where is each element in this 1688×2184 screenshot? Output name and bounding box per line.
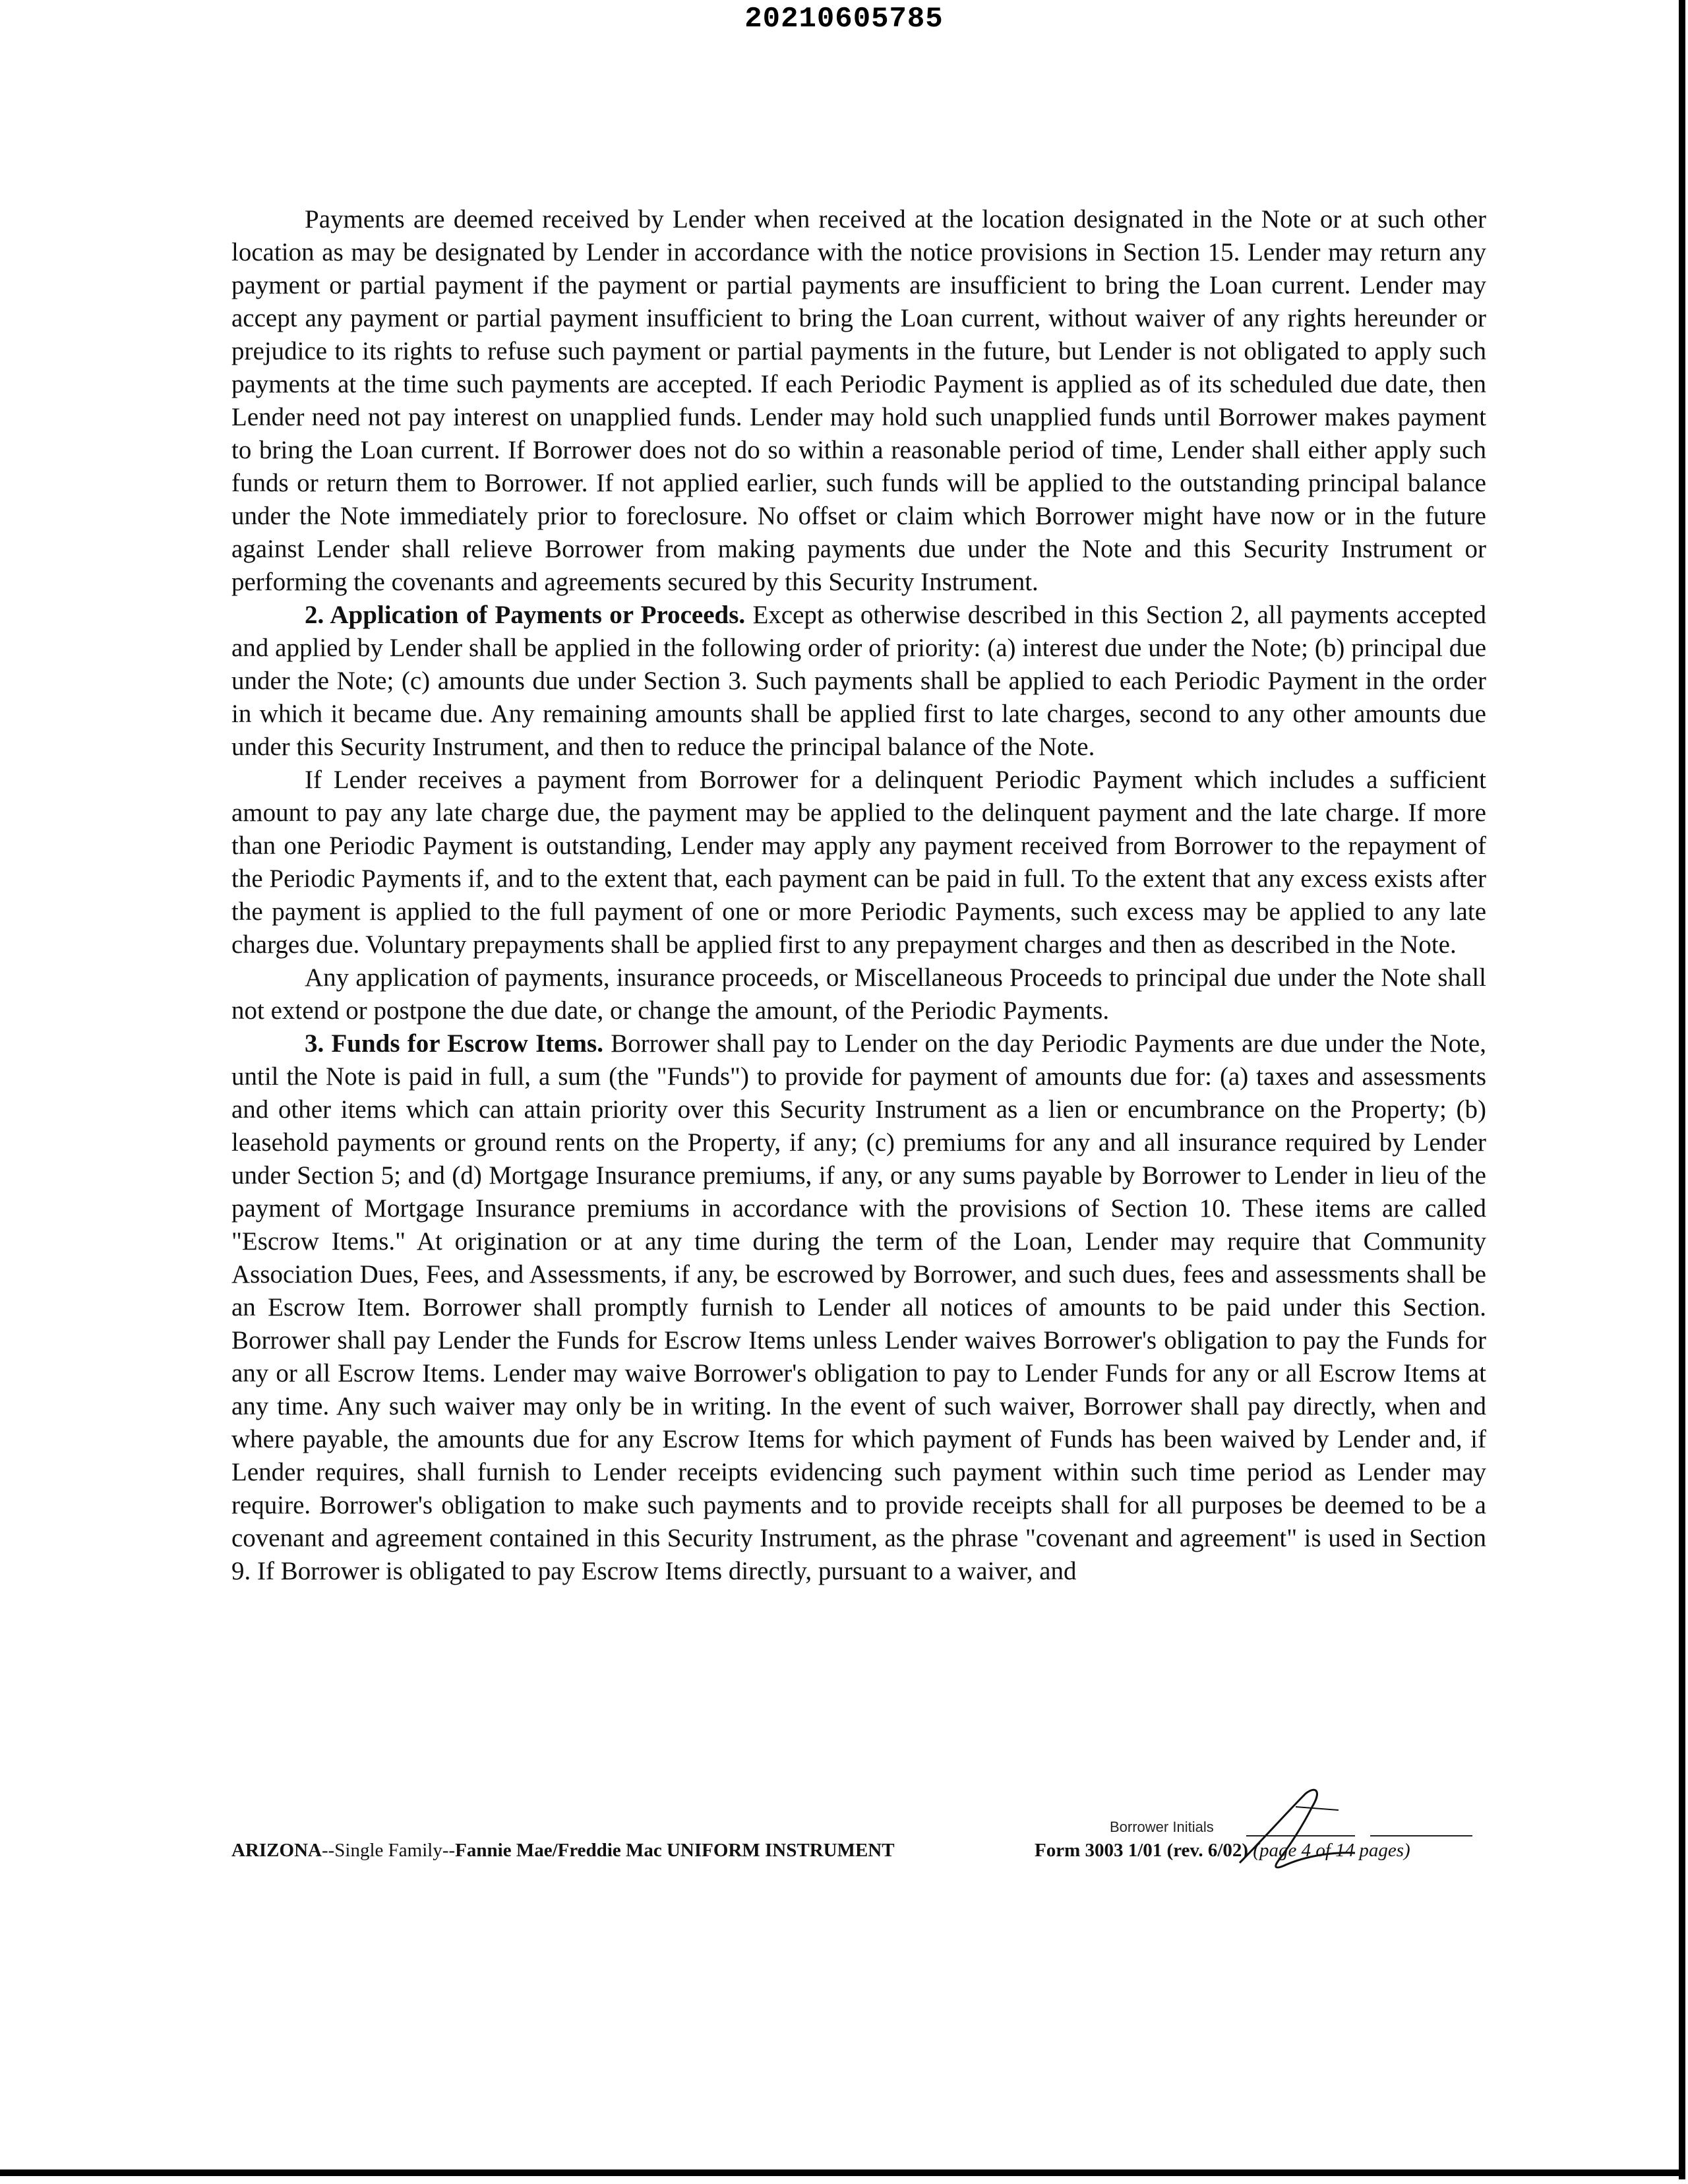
footer-uniform-instrument: Fannie Mae/Freddie Mac UNIFORM INSTRUMENT [455,1840,895,1861]
footer-state: ARIZONA [231,1840,322,1861]
paragraph-payments-received [231,203,1486,599]
document-number: 20210605785 [744,3,944,36]
page-border-bottom [0,2169,1685,2176]
section-heading: 2. Application of Payments or Proceeds. [305,601,746,629]
paragraph-text: Borrower shall pay to Lender on the day Periodic Payments are due under the Note, until the Note is paid in full, a sum (the "Funds") to provide for payment of amounts due for: (a) taxes and assessments and other items which can attain priority over this Security Instrument as a lien or encumbrance on the Property; (b) leasehold payments or ground rents on the Property, if any; (c) premiums for any and all insurance required by Lender under Section 5; and (d) Mortgage Insurance premiums, if any, or any sums payable by Borrower to Lender in lieu of the payment of Mortgage Insurance premiums in accordance with the provisions of Section 10. These items are called "Escrow Items." At origination or at any time during the term of the Loan, Lender may require that Community Association Dues, Fees, and Assessments, if any, be escrowed by Borrower, and such dues, fees and assessments shall be an Escrow Item. Borrower shall promptly furnish to Lender all notices of amounts to be paid under this Section. Borrower shall pay Lender the Funds for Escrow Items unless Lender waives Borrower's obligation to pay the Funds for any or all Escrow Items. Lender may waive Borrower's obligation to pay to Lender Funds for any or all Escrow Items at any time. Any such waiver may only be in writing. In the event of such waiver, Borrower shall pay directly, when and where payable, the amounts due for any Escrow Items for which payment of Funds has been waived by Lender and, if Lender requires, shall furnish to Lender receipts evidencing such payment within such time period as Lender may require. Borrower's obligation to make such payments and to provide receipts shall for all purposes be deemed to be a covenant and agreement contained in this Security Instrument, as the phrase "covenant and agreement" is used in Section 9. If Borrower is obligated to pay Escrow Items directly, pursuant to a waiver, and [231,1029,1486,1585]
page-border-right [1679,0,1685,2179]
footer-separator: -- [442,1840,456,1861]
paragraph-text: Payments are deemed received by Lender when received at the location designated in the Note or at such other location as may be designated by Lender in accordance with the notice provisions in Section 15. Lender may return any payment or partial payment if the payment or partial payments are insufficient to bring the Loan current. Lender may accept any payment or partial payment insufficient to bring the Loan current, without waiver of any rights hereunder or prejudice to its rights to refuse such payment or partial payments in the future, but Lender is not obligated to apply such payments at the time such payments are accepted. If each Periodic Payment is applied as of its scheduled due date, then Lender need not pay interest on unapplied funds. Lender may hold such unapplied funds until Borrower makes payment to bring the Loan current. If Borrower does not do so within a reasonable period of time, Lender shall either apply such funds or return them to Borrower. If not applied earlier, such funds will be applied to the outstanding principal balance under the Note immediately prior to foreclosure. No offset or claim which Borrower might have now or in the future against Lender shall relieve Borrower from making payments due under the Note and this Security Instrument or performing the covenants and agreements secured by this Security Instrument. [231,205,1486,596]
paragraph-application-of-payments [231,961,1486,1027]
borrower-initials-label: Borrower Initials [1110,1819,1214,1835]
paragraph-section-3 [231,1027,1486,1588]
document-body [231,203,1486,1588]
footer-page-number: (page 4 of 14 pages) [1253,1840,1410,1861]
paragraph-delinquent-payment [231,764,1486,961]
footer-form [1035,1840,1410,1862]
signature-initials [1233,1780,1358,1879]
paragraph-text: Any application of payments, insurance proceeds, or Miscellaneous Proceeds to principal due under the Note shall not extend or postpone the due date, or change the amount, of the Periodic Payments. [231,963,1486,1025]
footer-separator: -- [321,1840,335,1861]
section-heading: 3. Funds for Escrow Items. [305,1029,603,1058]
footer-family: Single Family [334,1840,442,1861]
paragraph-text: If Lender receives a payment from Borrower for a delinquent Periodic Payment which includes a sufficient amount to pay any late charge due, the payment may be applied to the delinquent payment and the late charge. If more than one Periodic Payment is outstanding, Lender may apply any payment received from Borrower to the repayment of the Periodic Payments if, and to the extent that, each payment can be paid in full. To the extent that any excess exists after the payment is applied to the full payment of one or more Periodic Payments, such excess may be applied to any late charges due. Voluntary prepayments shall be applied first to any prepayment charges and then as described in the Note. [231,766,1486,959]
footer-instrument [231,1840,895,1862]
initials-line [1370,1835,1472,1836]
paragraph-section-2 [231,599,1486,764]
footer-form-number: Form 3003 1/01 (rev. 6/02) [1035,1840,1249,1861]
paragraph-text: Except as otherwise described in this Section 2, all payments accepted and applied by Lender shall be applied in the following order of priority: (a) interest due under the Note; (b) principal due under the Note; (c) amounts due under Section 3. Such payments shall be applied to each Periodic Payment in the order in which it became due. Any remaining amounts shall be applied first to late charges, second to any other amounts due under this Security Instrument, and then to reduce the principal balance of the Note. [231,601,1486,761]
